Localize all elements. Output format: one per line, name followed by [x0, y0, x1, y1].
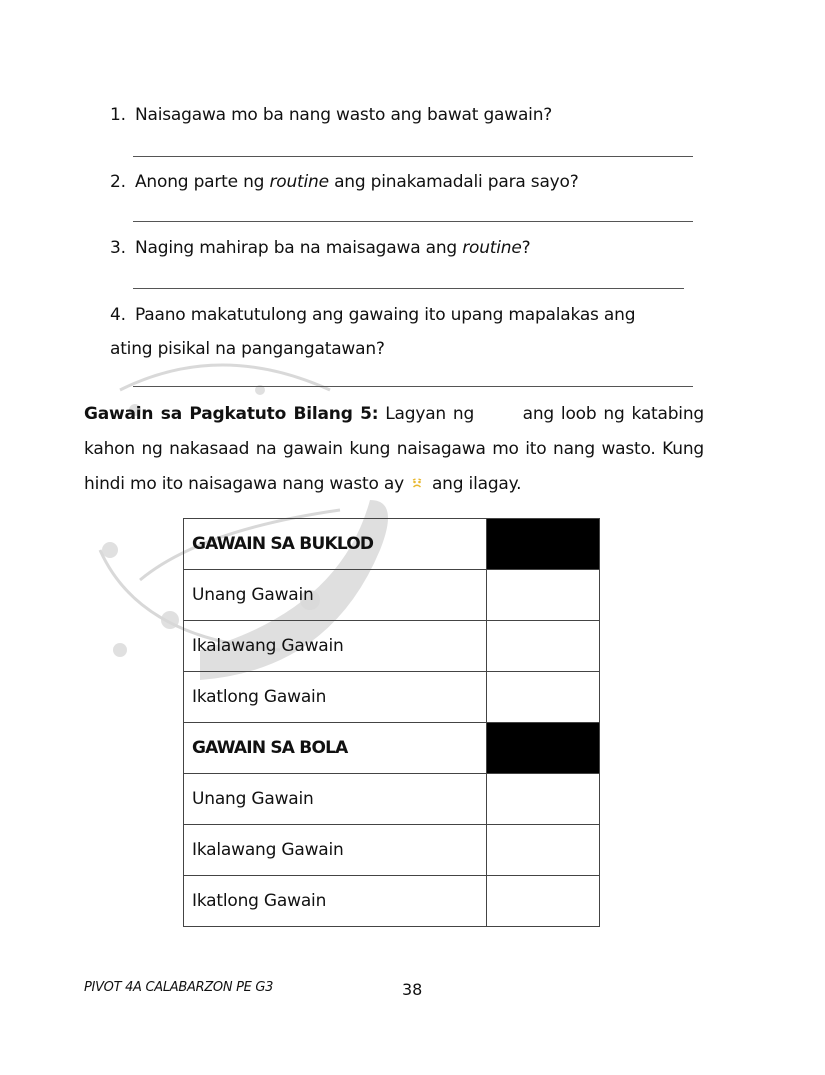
section-title: GAWAIN SA BOLA [184, 723, 487, 774]
row-label: Unang Gawain [184, 774, 487, 825]
answer-box[interactable] [487, 672, 600, 723]
section-title: GAWAIN SA BUKLOD [184, 519, 487, 570]
answer-line-4[interactable] [133, 386, 693, 387]
row-label: Ikatlong Gawain [184, 672, 487, 723]
question-text: Anong parte ng [135, 172, 270, 192]
question-3 [110, 238, 530, 258]
answer-line-2[interactable] [133, 221, 693, 222]
answer-line-3[interactable] [133, 288, 684, 289]
table-row [184, 774, 600, 825]
header-box [487, 723, 600, 774]
row-label: Unang Gawain [184, 570, 487, 621]
question-text: ? [521, 238, 531, 258]
question-number: 1. [110, 105, 126, 125]
row-label: Ikatlong Gawain [184, 876, 487, 927]
question-4 [110, 305, 635, 325]
row-label: Ikalawang Gawain [184, 825, 487, 876]
question-number: 4. [110, 305, 126, 325]
table-section-header [184, 519, 600, 570]
question-emphasis: routine [462, 238, 522, 258]
question-number: 3. [110, 238, 126, 258]
question-number: 2. [110, 172, 126, 192]
activity-table [183, 518, 600, 927]
footer-module-name: PIVOT 4A CALABARZON PE G3 [84, 980, 274, 995]
activity-text-end: ang ilagay. [431, 474, 522, 494]
question-text: ang pinakamadali para sayo? [328, 172, 579, 192]
answer-box[interactable] [487, 621, 600, 672]
activity-text: Lagyan ng ang loob ng katabing kahon ng nakasaad na gawain kung naisagawa mo ito nang wasto. Kung hindi mo ito naisagawa nang wasto ay [84, 404, 710, 494]
answer-box[interactable] [487, 570, 600, 621]
table-row [184, 825, 600, 876]
activity-instructions [84, 397, 710, 502]
question-text: ating pisikal na pangangatawan? [110, 339, 385, 359]
frown-face-icon [410, 476, 424, 490]
answer-box[interactable] [487, 876, 600, 927]
answer-box[interactable] [487, 825, 600, 876]
answer-box[interactable] [487, 774, 600, 825]
page-number: 38 [402, 980, 423, 999]
question-4-continuation [110, 339, 385, 359]
answer-line-1[interactable] [133, 156, 693, 157]
table-section-header [184, 723, 600, 774]
row-label: Ikalawang Gawain [184, 621, 487, 672]
table-row [184, 570, 600, 621]
question-emphasis: routine [269, 172, 329, 192]
question-text: Naging mahirap ba na maisagawa ang [135, 238, 463, 258]
table-row [184, 876, 600, 927]
question-text: Paano makatutulong ang gawaing ito upang mapalakas ang [135, 305, 636, 325]
question-text: Naisagawa mo ba nang wasto ang bawat gawain? [135, 105, 553, 125]
table-row [184, 672, 600, 723]
header-box [487, 519, 600, 570]
question-2 [110, 172, 579, 192]
question-1 [110, 105, 552, 125]
activity-title: Gawain sa Pagkatuto Bilang 5: [84, 404, 379, 424]
table-row [184, 621, 600, 672]
